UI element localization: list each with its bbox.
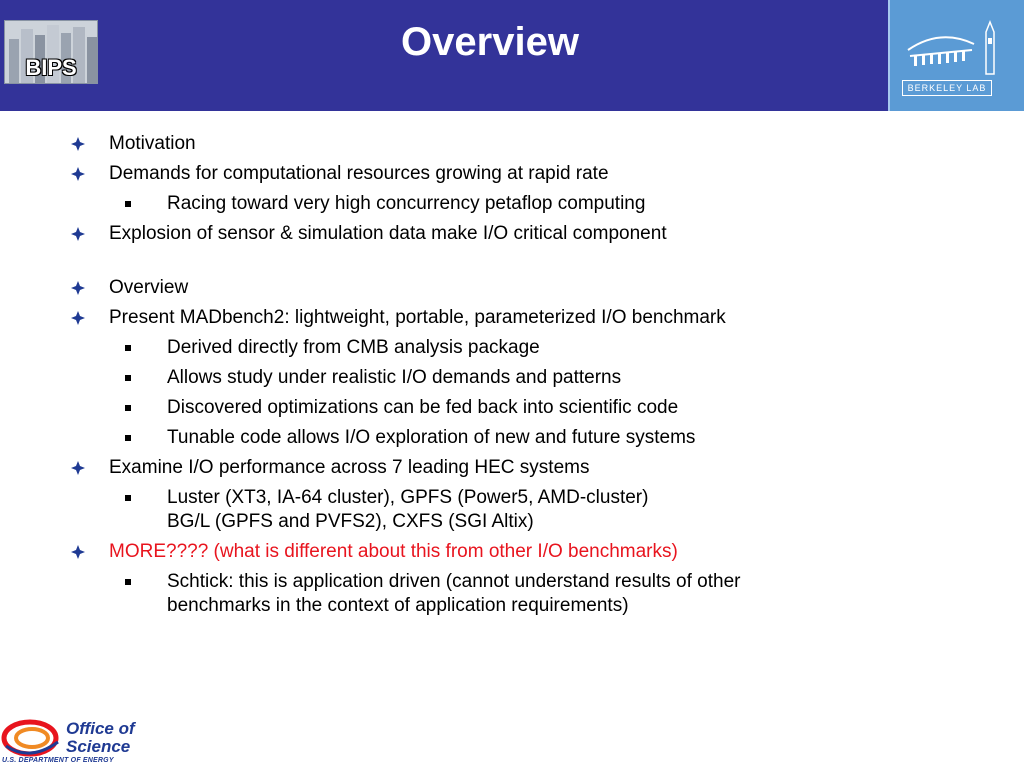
- berkeley-lab-label: BERKELEY LAB: [902, 80, 992, 96]
- bips-logo: [4, 20, 98, 84]
- sub-bullet-item: [70, 570, 970, 618]
- square-bullet-icon: [125, 495, 131, 501]
- diamond-bullet-icon: [70, 166, 86, 182]
- bullet-item: [70, 222, 970, 246]
- office-of-science-line2: Science: [66, 737, 131, 756]
- bullet-text: MORE???? (what is different about this from other I/O benchmarks): [109, 541, 678, 562]
- bips-label: BIPS: [25, 55, 77, 80]
- sub-bullet-item: [70, 396, 970, 420]
- bullet-text: Luster (XT3, IA-64 cluster), GPFS (Power5, AMD-cluster): [167, 487, 649, 508]
- bullet-text: Present MADbench2: lightweight, portable, parameterized I/O benchmark: [109, 307, 726, 328]
- bullet-text: Tunable code allows I/O exploration of new and future systems: [167, 427, 696, 448]
- bullet-text-continued: BG/L (GPFS and PVFS2), CXFS (SGI Altix): [167, 511, 534, 532]
- bullet-item: [70, 162, 970, 186]
- sub-bullet-item: [70, 336, 970, 360]
- bullet-item: [70, 540, 970, 564]
- bullet-text: Racing toward very high concurrency petaflop computing: [167, 193, 646, 214]
- diamond-bullet-icon: [70, 136, 86, 152]
- sub-bullet-item: [70, 366, 970, 390]
- bullet-list: [70, 132, 970, 624]
- bullet-text: Explosion of sensor & simulation data make I/O critical component: [109, 223, 667, 244]
- square-bullet-icon: [125, 201, 131, 207]
- bullet-item: [70, 132, 970, 156]
- bullet-text: Demands for computational resources growing at rapid rate: [109, 163, 609, 184]
- square-bullet-icon: [125, 435, 131, 441]
- diamond-bullet-icon: [70, 460, 86, 476]
- square-bullet-icon: [125, 375, 131, 381]
- sub-bullet-item: [70, 486, 970, 534]
- diamond-bullet-icon: [70, 544, 86, 560]
- bullet-text: Motivation: [109, 133, 196, 154]
- diamond-bullet-icon: [70, 280, 86, 296]
- doe-subtitle: U.S. DEPARTMENT OF ENERGY: [2, 757, 114, 764]
- bullet-text: Examine I/O performance across 7 leading HEC systems: [109, 457, 590, 478]
- bullet-text-continued: benchmarks in the context of application requirements): [167, 595, 629, 616]
- diamond-bullet-icon: [70, 310, 86, 326]
- square-bullet-icon: [125, 345, 131, 351]
- bullet-text: Schtick: this is application driven (cannot understand results of other: [167, 571, 741, 592]
- office-of-science-title: [66, 720, 135, 756]
- bullet-text: Allows study under realistic I/O demands and patterns: [167, 367, 622, 388]
- bullet-text: Derived directly from CMB analysis package: [167, 337, 540, 358]
- office-of-science-line1: Office of: [66, 719, 135, 738]
- bullet-item: [70, 456, 970, 480]
- bullet-item: [70, 306, 970, 330]
- bullet-text: Overview: [109, 277, 189, 298]
- bullet-item: [70, 276, 970, 300]
- sub-bullet-item: [70, 192, 970, 216]
- bullet-text: Discovered optimizations can be fed back into scientific code: [167, 397, 679, 418]
- square-bullet-icon: [125, 579, 131, 585]
- slide-title: Overview: [401, 20, 579, 64]
- diamond-bullet-icon: [70, 226, 86, 242]
- square-bullet-icon: [125, 405, 131, 411]
- sub-bullet-item: [70, 426, 970, 450]
